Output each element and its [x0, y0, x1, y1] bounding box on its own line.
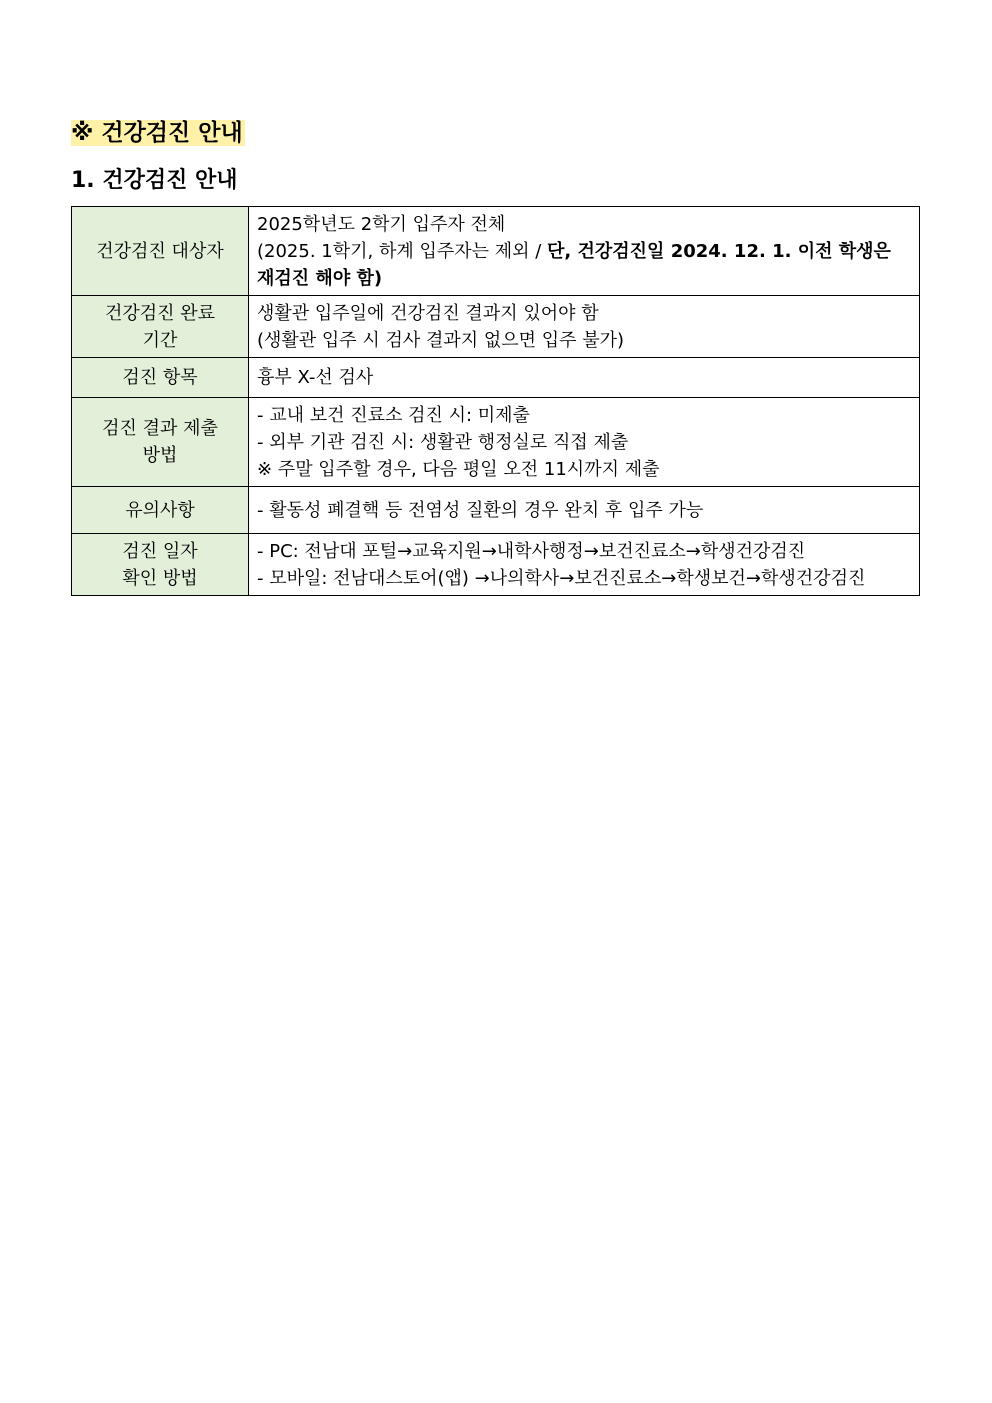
row-label-text: 방법 [142, 445, 178, 466]
row-label-text: 건강검진 완료 [104, 302, 216, 324]
content-line: - PC: 전남대 포털→교육지원→내학사행정→보건진료소→학생건강검진 [257, 540, 806, 562]
row-label-text: 검진 항목 [122, 367, 198, 388]
row-label-text: 확인 방법 [122, 567, 198, 589]
row-label-text: 기간 [142, 329, 178, 351]
content-line: - 교내 보건 진료소 검진 시: 미제출 [257, 404, 530, 426]
row-content-items [249, 358, 920, 398]
row-label-period [72, 296, 249, 358]
row-label-check-method [72, 534, 249, 596]
content-line [257, 238, 911, 265]
content-line: 2025학년도 2학기 입주자 전체 [257, 213, 506, 235]
row-content-check-method [249, 534, 920, 596]
table-row-check-method [72, 534, 920, 596]
content-line: 흉부 X-선 검사 [257, 367, 374, 388]
content-text-bold: 단, 건강검진일 2024. 12. 1. 이전 학생은 [547, 240, 891, 262]
row-label-notes [72, 487, 249, 534]
row-content-period [249, 296, 920, 358]
row-content-notes [249, 487, 920, 534]
section-title: 1. 건강검진 안내 [71, 168, 238, 193]
content-line: ※ 주말 입주할 경우, 다음 평일 오전 11시까지 제출 [257, 458, 660, 480]
content-text: (2025. 1학기, 하계 입주자는 제외 / [257, 240, 548, 262]
content-line: (생활관 입주 시 검사 결과지 없으면 입주 불가) [257, 329, 625, 351]
content-line: - 활동성 폐결핵 등 전염성 질환의 경우 완치 후 입주 가능 [257, 499, 704, 521]
row-label-text: 검진 일자 [122, 540, 198, 562]
content-line: - 모바일: 전남대스토어(앱) →나의학사→보건진료소→학생보건→학생건강검진 [257, 567, 866, 589]
table-row-submission [72, 398, 920, 487]
main-title-text: ※ 건강검진 안내 [71, 120, 243, 146]
row-label-target [72, 207, 249, 296]
row-label-text: 유의사항 [125, 499, 195, 521]
table-row-notes [72, 487, 920, 534]
health-checkup-table [71, 206, 920, 596]
row-content-submission [249, 398, 920, 487]
row-label-text: 건강검진 대상자 [96, 240, 224, 262]
main-title [71, 117, 245, 149]
content-line: 생활관 입주일에 건강검진 결과지 있어야 함 [257, 302, 599, 324]
row-label-items [72, 358, 249, 398]
content-line: - 외부 기관 검진 시: 생활관 행정실로 직접 제출 [257, 431, 629, 453]
table-row-target [72, 207, 920, 296]
table-row-period [72, 296, 920, 358]
table-row-items [72, 358, 920, 398]
row-label-text: 검진 결과 제출 [102, 418, 218, 439]
row-content-target [249, 207, 920, 296]
row-label-submission [72, 398, 249, 487]
content-line-bold: 재검진 해야 함) [257, 267, 383, 289]
